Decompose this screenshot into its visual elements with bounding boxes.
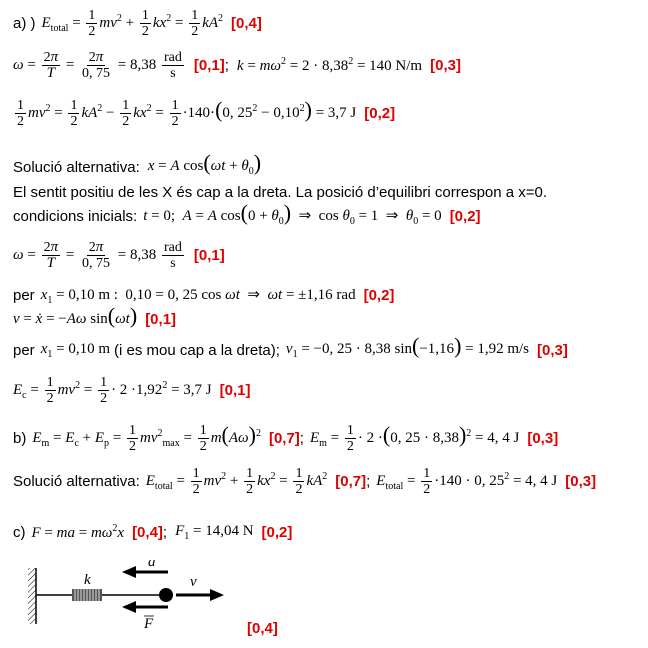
sentit-text: El sentit positiu de les X és cap a la dreta. La posició d’equilibri correspon a x=0.: [13, 184, 548, 201]
per-label-1: per: [13, 287, 35, 304]
per-points-1: [0,2]: [363, 287, 395, 304]
per-equation-2b: $v_1 = -0$, 25 · 8,38 sin(−1,16) = 1,92 m/s: [285, 333, 530, 360]
kinetic-points: [0,2]: [364, 105, 396, 122]
per-label-2: per: [13, 342, 35, 359]
label-v: v: [190, 574, 197, 590]
initial-conditions-label: condicions inicials:: [13, 208, 138, 225]
force-arrow: [122, 601, 168, 613]
alt-label: Solució alternativa:: [13, 159, 140, 176]
label-F: F: [144, 616, 154, 632]
per-line-2: [13, 333, 568, 360]
per-text-2: (i es mou cap a la dreta);: [114, 342, 280, 359]
velocity-line: [13, 303, 177, 328]
k-points: [0,3]: [430, 57, 461, 74]
part-c-label: c): [13, 524, 26, 541]
ec-equation: $E_c$ = $\frac{1}{2}$ $mv^2$ = $\frac{1}{2}$ · $2 \cdot 1,92^2 = 3,7$ J: [13, 375, 212, 406]
ec-line: [13, 375, 250, 406]
part-b-alt-line: Solució alternativa: $E_{total}$ = $\frac{1}{2}$ $mv^2$ + $\frac{1}{2}$ $kx^2$ = $\frac{1}{2}$ $kA^2$ [0,7] ; $E_{total}$ = $\frac{1}{2}$ ·140 · 0, $25^2 = 4$, 4 J [0,3]: [13, 466, 597, 497]
part-c-equation-2: $F_1 = 14,04$ N: [175, 523, 254, 542]
part-a-line-kinetic: [13, 98, 395, 129]
spring: [72, 589, 102, 601]
part-b-points-2: [0,3]: [527, 430, 559, 447]
omega-points-2: [0,1]: [193, 247, 225, 264]
part-c-points-2: [0,2]: [261, 524, 293, 541]
wall: [28, 568, 36, 624]
part-b-alt-points-2: [0,3]: [565, 473, 597, 490]
part-a-line-omega-k: ω = $\frac{2\pi}{T}$ = $\frac{2\pi}{0, 75}$ = 8,38 $\frac{\text{rad}}{s}$ [0,1] ; $k = m\omega^2 = 2 \cdot 8,38^2 = 140$ N/m [0,3]: [13, 49, 461, 81]
k-equation: $k = m\omega^2 = 2 \cdot 8,38^2 = 140$ N/m: [236, 56, 423, 74]
part-a-label: a) ): [13, 15, 36, 32]
part-b-alt-label: Solució alternativa:: [13, 473, 140, 490]
part-a-points-1: [0,4]: [231, 15, 262, 32]
velocity-points: [0,1]: [145, 311, 177, 328]
acceleration-arrow: [122, 566, 168, 578]
part-b-alt-equation-1: $E_{total}$ = $\frac{1}{2}$ $mv^2$ + $\frac{1}{2}$ $kx^2$ = $\frac{1}{2}$ $kA^2$: [145, 466, 328, 497]
part-a-energy-equation: $E_{total}$ = $\frac{1}{2}$ $mv^2$ + $\frac{1}{2}$ $kx^2$ = $\frac{1}{2}$ $kA^2$: [41, 8, 224, 39]
part-b-line: b) $E_m = E_c + E_p$ = $\frac{1}{2}$ $mv^2_{max}$ = $\frac{1}{2}$ $m(A\omega)^2$ [0,7] ; $E_m$ = $\frac{1}{2}$ · 2 ·(0, 25 · 8,38)$^2$ = 4, 4 J [0,3]: [13, 421, 559, 454]
ec-points: [0,1]: [219, 382, 251, 399]
mass: [159, 588, 173, 602]
alt-position-equation: x = A $\cos(\omega t + \theta_0)$: [147, 150, 262, 177]
part-b-points-1: [0,7]: [268, 430, 300, 447]
per-equation-2a: $x_1 = 0,10$ m: [40, 341, 110, 360]
label-a: a: [148, 560, 156, 570]
part-b-alt-points-1: [0,7]: [335, 473, 367, 490]
part-b-equation-2: $E_m$ = $\frac{1}{2}$ · 2 ·(0, 25 · 8,38)$^2$ = 4, 4 J: [309, 421, 520, 454]
part-b-alt-equation-2: $E_{total}$ = $\frac{1}{2}$ ·140 · 0, $25^2 = 4$, 4 J: [376, 466, 558, 497]
per-equation-1: $x_1 = 0,10$ m : 0,10 = 0, 25 cos ωt ⇒ ωt = ±1,16 rad: [40, 287, 356, 306]
part-c-points-1: [0,4]: [132, 524, 163, 541]
part-a-line-energy: [13, 8, 262, 39]
omega-equation: ω = $\frac{2\pi}{T}$ = $\frac{2\pi}{0, 75}$ = 8,38 $\frac{\text{rad}}{s}$: [13, 49, 182, 81]
velocity-arrow: [176, 589, 224, 601]
initial-conditions-equation: t = 0; A = A $\cos(0 + \theta_0)$ ⇒ $\cos \theta_0 = 1$ ⇒ $\theta_0 = 0$: [143, 200, 442, 227]
omega-points: [0,1]: [193, 57, 225, 74]
part-b-equation-1: $E_m = E_c + E_p$ = $\frac{1}{2}$ $mv^2_{max}$ = $\frac{1}{2}$ $m(A\omega)^2$: [32, 421, 261, 454]
part-c-equation-1: F = ma = $m\omega^2x$: [31, 523, 125, 541]
diagram-points: [0,4]: [247, 620, 278, 637]
initial-conditions-points: [0,2]: [449, 208, 481, 225]
spring-mass-diagram: [26, 560, 326, 640]
initial-conditions-line: [13, 200, 481, 227]
velocity-equation: v = ẋ = −Aω sin(ωt): [13, 303, 138, 328]
kinetic-energy-equation: $\frac{1}{2}$ $mv^2$ = $\frac{1}{2}$ $kA^2$ − $\frac{1}{2}$ $kx^2$ = $\frac{1}{2}$ ·140·(0, $25^2 - 0,10^2) = 3,7$ J: [17, 96, 357, 129]
omega-line-2: [13, 240, 225, 271]
label-k: k: [84, 572, 91, 588]
per-points-2: [0,3]: [537, 342, 568, 359]
per-line-1: [13, 285, 394, 306]
part-c-line: c) F = ma = $m\omega^2x$ [0,4] ; $F_1 = 14,04$ N [0,2]: [13, 523, 293, 542]
omega-equation-2: ω = $\frac{2\pi}{T}$ = $\frac{2\pi}{0, 75}$ = 8,38 $\frac{\text{rad}}{s}$: [13, 239, 182, 271]
part-a-alt-line: [13, 150, 262, 177]
part-b-label: b): [13, 430, 27, 447]
